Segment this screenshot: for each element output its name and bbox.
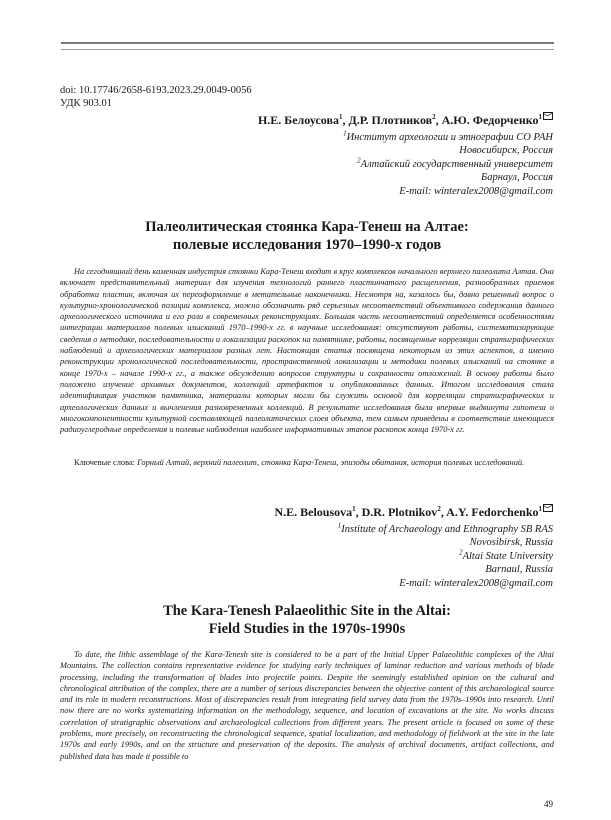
aff-sup: 1	[343, 129, 347, 138]
author-sup: 1	[538, 113, 542, 121]
article-title-ru	[60, 218, 554, 254]
affiliation-line	[193, 144, 553, 157]
affiliations-en	[193, 523, 553, 590]
author-sup: 2	[432, 113, 436, 121]
keywords-ru	[60, 457, 554, 468]
affiliation-text: Барнаул, Россия	[481, 172, 553, 184]
author-name: А.Ю. Федорченко	[441, 113, 539, 127]
affiliations-ru	[193, 131, 553, 198]
affiliation-text: Институт археологии и этнографии СО РАН	[346, 132, 553, 143]
author-sup: 1	[538, 505, 542, 513]
title-line: Field Studies in the 1970s-1990s	[208, 621, 406, 637]
authors-ru: Н.Е. Белоусова$^1$, Д.Р. Плотников$^2$, А.Ю. Федорченко$^1$	[258, 113, 553, 128]
article-title-en	[60, 602, 554, 638]
affiliation-text: Barnaul, Russia	[485, 564, 553, 576]
affiliation-text: Новосибирск, Россия	[459, 145, 553, 157]
authors-en: N.E. Belousova$^1$, D.R. Plotnikov$^2$, A.Y. Fedorchenko$^1$	[274, 505, 553, 520]
envelope-icon	[543, 504, 553, 512]
affiliation-line	[193, 563, 553, 576]
author-name: Д.Р. Плотников	[348, 113, 433, 127]
affiliation-text: Institute of Archaeology and Ethnography SB RAS	[341, 524, 553, 535]
affiliation-line	[193, 550, 553, 563]
title-line: Палеолитическая стоянка Кара-Тенеш на Алтае:	[145, 219, 469, 235]
title-line: полевые исследования 1970–1990-х годов	[172, 237, 442, 253]
author-name: N.E. Belousova	[274, 505, 353, 519]
aff-sup: 2	[357, 156, 361, 165]
email-link[interactable]: E-mail: winteralex2008@gmail.com	[399, 185, 553, 197]
aff-sup: 2	[459, 548, 463, 557]
header-rule-thick	[61, 42, 554, 44]
header-rule-thin	[61, 49, 554, 50]
aff-sup: 1	[337, 521, 342, 530]
author-sup: 2	[437, 505, 441, 513]
affiliation-line	[193, 171, 553, 184]
author-name: A.Y. Fedorchenko	[446, 505, 539, 519]
affiliation-text: Altai State University	[462, 550, 553, 562]
doi[interactable]: doi: 10.17746/2658-6193.2023.29.0049-0056	[60, 85, 252, 96]
page-number: 49	[544, 799, 553, 809]
affiliation-line	[193, 577, 553, 590]
affiliation-line	[193, 523, 553, 536]
affiliation-line	[193, 158, 553, 171]
email-link[interactable]: E-mail: winteralex2008@gmail.com	[399, 577, 553, 589]
affiliation-text: Алтайский государственный университет	[360, 158, 553, 170]
keywords-label: Ключевые слова:	[74, 458, 135, 467]
envelope-icon	[543, 112, 553, 120]
udk-code: УДК 903.01	[60, 98, 113, 109]
author-name: Н.Е. Белоусова	[257, 113, 339, 127]
abstract-en: To date, the lithic assemblage of the Kara-Tenesh site is considered to be a part of the Initial Upper Palaeolithic complexes of the Altai Mountains. The collection contains representative evidence for studying early techniques of laminar reduction and various methods of blade processing, including the transformation of blades into projectile points. Despite the seemingly established opinion on the cultural and chronological attribution of the complex, there are a number of serious discrepancies between the objective content of this archaeological source and its role in modern reconstructions. Most of discrepancies result from integrating field survey data from the 1970s–1990s into research. Until now there are no works systematizing information on the methodology, sequence, and location of excavations at the site. No works discuss correlation of stratigraphic observations and archaeological collections from different years. The present article is focused on some of these problems, more precisely, on reconstructing the chronological sequence, spatial localization, and methodology of fieldwork at the site in the late 1970s and early 1990s, and on the structure and preservation of the deposits. The analysis of archival documents, artifact collections, and published data has made it possible to	[60, 650, 554, 761]
affiliation-text: Novosibirsk, Russia	[469, 537, 553, 549]
author-name: D.R. Plotnikov	[361, 505, 438, 519]
title-line: The Kara-Tenesh Palaeolithic Site in the Altai:	[163, 603, 451, 619]
affiliation-line	[193, 131, 553, 144]
author-sup: 1	[352, 505, 356, 513]
affiliation-line	[193, 536, 553, 549]
abstract-ru: На сегодняшний день каменная индустрия стоянки Кара-Тенеш входит в круг комплексов начального верхнего палеолита Алтая. Она включает представительный материал для изучения технологий раннего пластинчатого расщепления, разнообразных приемов обработки пластин, включая их переоформление в метательные наконечники. Несмотря на, казалось бы, давно решенный вопрос о культурно-хронологической позиции комплекса, можно обозначить ряд серьезных несоответствий объективного содержания данного археологического источника и его роли в современных реконструкциях. Большая часть несоответствий определяется особенностями интеграции материалов полевых изысканий 1970–1990-х гг. в научные исследования: отсутствуют работы, систематизирующие сведения о методике, последовательности и локализации раскопок на памятнике, работы, посвященные корреляции стратиграфических наблюдений и археологических материалов разных лет. Настоящая статья посвящена некоторым из этих аспектов, а именно реконструкции хронологической последовательности, пространственной локализации и методики полевых изысканий на стоянке в конце 1970-х – начале 1990-х гг., а также обсуждению вопросов структуры и сохранности отложений. В основу работы было положено изучение архивных документов, коллекций артефактов и опубликованных данных. Итогом исследования стала идентификация участков памятника, материалы которых могли бы служить основой для корреляции стратиграфических и археологических данных и вычленения разновременных коллекций. В результате исследования была впервые выдвинута гипотеза о многокомпонентности культурной составляющей палеолитических слоев объекта, тем самым приведены в соответствие имеющиеся радиоуглеродные определения и полевые наблюдения наиболее информативных этапов раскопок конца 1970-х гг.	[60, 267, 554, 435]
keywords-text: Горный Алтай, верхний палеолит, стоянка Кара-Тенеш, эпизоды обитания, история полевых исследований.	[137, 458, 525, 467]
affiliation-line	[193, 185, 553, 198]
author-sup: 1	[338, 113, 343, 121]
